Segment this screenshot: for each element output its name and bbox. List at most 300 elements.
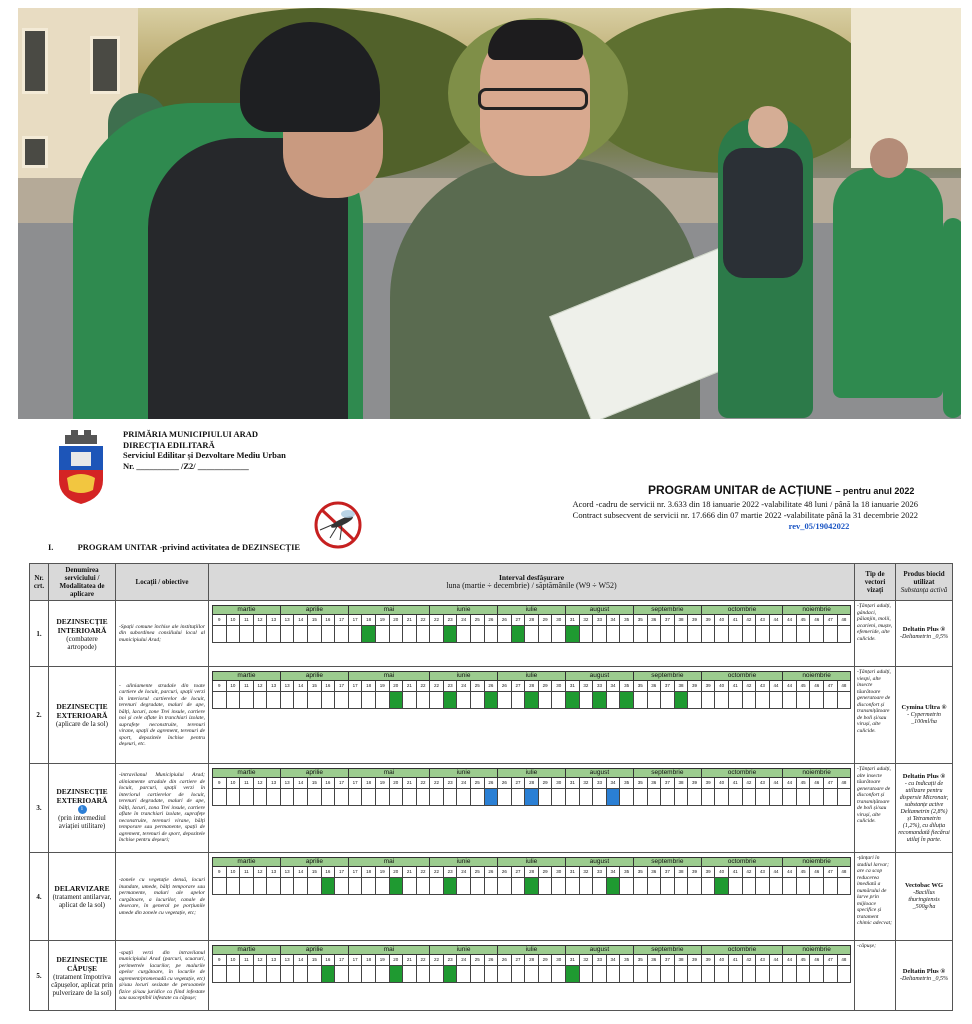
- service-cell: [49, 667, 116, 764]
- treatment-scheduled-cell: [606, 878, 620, 895]
- month-label: septembrie: [633, 945, 701, 955]
- week-number: 12: [253, 778, 267, 789]
- treatment-cell: [674, 966, 688, 983]
- treatment-cell: [334, 626, 348, 643]
- weeks-row: [212, 615, 851, 626]
- treatment-cell: [253, 692, 267, 709]
- month-label: iunie: [429, 857, 497, 867]
- treatment-cell: [728, 692, 742, 709]
- week-number: 33: [592, 867, 606, 878]
- treatment-cell: [334, 789, 348, 806]
- week-number: 25: [470, 955, 484, 966]
- week-number: 15: [307, 867, 321, 878]
- treatment-cell: [823, 966, 837, 983]
- treatment-cell: [742, 878, 756, 895]
- treatment-cell: [769, 878, 783, 895]
- treatment-cell: [647, 789, 661, 806]
- week-number: 39: [701, 867, 715, 878]
- treatment-cell: [633, 626, 647, 643]
- treatment-cell: [538, 789, 552, 806]
- registration-number: Nr. __________ /Z2/ ____________: [123, 460, 249, 471]
- week-number: 15: [307, 681, 321, 692]
- week-number: 38: [674, 867, 688, 878]
- treatment-cell: [280, 878, 294, 895]
- week-number: 44: [782, 867, 796, 878]
- week-number: 38: [674, 955, 688, 966]
- week-number: 25: [470, 778, 484, 789]
- month-label: iulie: [497, 945, 565, 955]
- treatment-cell: [375, 692, 389, 709]
- treatment-cell: [728, 966, 742, 983]
- week-number: 18: [361, 955, 375, 966]
- treatment-cell: [633, 878, 647, 895]
- month-label: august: [565, 768, 633, 778]
- treatment-cell: [674, 878, 688, 895]
- treatment-cell: [647, 966, 661, 983]
- week-number: 17: [334, 955, 348, 966]
- treatment-cell: [809, 789, 823, 806]
- revision-link[interactable]: rev_05/19042022: [788, 521, 850, 531]
- treatment-cell: [579, 789, 593, 806]
- week-number: 37: [660, 681, 674, 692]
- treatment-cell: [782, 626, 796, 643]
- week-number: 27: [511, 867, 525, 878]
- week-number: 24: [456, 681, 470, 692]
- months-header: [212, 671, 851, 681]
- week-number: 10: [226, 955, 240, 966]
- week-number: 39: [687, 778, 701, 789]
- week-number: 26: [497, 778, 511, 789]
- col-header-locations: Locații / obiective: [116, 564, 209, 601]
- week-number: 13: [266, 867, 280, 878]
- treatment-scheduled-cell: [524, 692, 538, 709]
- worker-back: [833, 168, 943, 398]
- treatment-cell: [823, 692, 837, 709]
- weeks-row: [212, 867, 851, 878]
- week-number: 9: [212, 955, 226, 966]
- treatment-cell: [321, 692, 335, 709]
- treatment-cell: [837, 626, 852, 643]
- treatment-cell: [253, 626, 267, 643]
- schedule-cell: [209, 601, 855, 667]
- institution-line: PRIMĂRIA MUNICIPIULUI ARAD: [123, 429, 259, 439]
- treatment-scheduled-cell: [565, 626, 579, 643]
- treatment-cell: [280, 789, 294, 806]
- product-cell: [896, 941, 953, 1011]
- service-mode: (tratament împotriva căpușelor, aplicat prin pulverizare de la sol): [51, 972, 113, 997]
- week-number: 17: [348, 778, 362, 789]
- week-number: 41: [728, 955, 742, 966]
- months-header: [212, 857, 851, 867]
- treatment-row: [212, 966, 851, 983]
- treatment-cell: [674, 789, 688, 806]
- treatment-scheduled-cell: [619, 692, 633, 709]
- treatment-cell: [647, 692, 661, 709]
- treatment-cell: [837, 789, 852, 806]
- locations-cell: - aliniamente stradale din toate cartiere de locuit, parcuri, spații verzi în interiorul cartierelor de locuit, terenuri degradate, maluri de ape, bălți, lacuri, zone Trei insule, cartiere noi și cele aflate în tranchiari izolate, suprafețe neconstruite, terenuri virane, spații de agrement, terenuri de sport, depozitele închise pentru deșeuri, etc.: [116, 667, 209, 764]
- week-number: 17: [334, 615, 348, 626]
- service-cell: [49, 941, 116, 1011]
- week-number: 27: [511, 681, 525, 692]
- week-number: 43: [755, 955, 769, 966]
- vectors-cell: -căpușe;: [855, 941, 896, 1011]
- week-number: 22: [416, 615, 430, 626]
- row-number: 3.: [30, 764, 49, 853]
- locations-cell: -zonele cu vegetație densă, locuri inundate, umede, bălți temporare sau permanente, maluri ale apelor curgătoare, a lacurilor, canale de desecare, în general pe porțiunile umede din zonele cu vegetație, etc;: [116, 853, 209, 941]
- week-number: 31: [565, 615, 579, 626]
- week-number: 18: [361, 867, 375, 878]
- month-label: august: [565, 605, 633, 615]
- weeks-row: [212, 778, 851, 789]
- treatment-scheduled-cell: [592, 692, 606, 709]
- schedule-cell: [209, 764, 855, 853]
- treatment-scheduled-cell: [524, 878, 538, 895]
- treatment-cell: [551, 878, 565, 895]
- week-number: 12: [253, 681, 267, 692]
- week-number: 21: [402, 955, 416, 966]
- week-number: 26: [484, 867, 498, 878]
- locations-cell: -intravilanul Municipiului Arad; aliniamente stradale din cartiere de locuit, parcuri, spații verzi în interiorul cartierelor de locuit, terenuri degradate, maluri de ape, bălți, lacuri, zona Trei insule, cartiere aflate în tranchiari izolate, suprafețe neconstruite, terenuri virane, bălți temporare sau permanente, spații de agrement, terenuri de sport, depozitele închise pentru deșeuri;: [116, 764, 209, 853]
- week-number: 35: [633, 955, 647, 966]
- treatment-cell: [443, 789, 457, 806]
- week-number: 26: [497, 615, 511, 626]
- week-number: 29: [538, 681, 552, 692]
- week-number: 34: [606, 615, 620, 626]
- week-number: 36: [647, 955, 661, 966]
- week-number: 22: [429, 681, 443, 692]
- week-number: 39: [701, 778, 715, 789]
- week-number: 17: [348, 681, 362, 692]
- month-label: septembrie: [633, 605, 701, 615]
- week-number: 39: [701, 615, 715, 626]
- week-number: 21: [402, 867, 416, 878]
- week-number: 13: [266, 955, 280, 966]
- month-label: iunie: [429, 768, 497, 778]
- vectors-cell: -Țânțari adulți, viespi, alte insecte tăurătoare generatoare de disconfort și transmițătoare de boli și/sau viruși, alte culicide.: [855, 667, 896, 764]
- treatment-cell: [809, 692, 823, 709]
- institution-header: [123, 429, 286, 471]
- service-name: DEZINSECȚIE INTERIOARĂ: [56, 616, 108, 635]
- service-mode: (aplicare de la sol): [56, 720, 108, 728]
- week-number: 42: [742, 778, 756, 789]
- treatment-cell: [226, 966, 240, 983]
- treatment-cell: [456, 789, 470, 806]
- treatment-cell: [402, 966, 416, 983]
- product-cell: [896, 853, 953, 941]
- week-number: 23: [443, 615, 457, 626]
- treatment-cell: [579, 626, 593, 643]
- treatment-scheduled-cell: [524, 789, 538, 806]
- treatment-cell: [592, 789, 606, 806]
- week-number: 35: [619, 681, 633, 692]
- treatment-cell: [253, 878, 267, 895]
- treatment-cell: [239, 626, 253, 643]
- treatment-cell: [837, 692, 852, 709]
- treatment-row: [212, 692, 851, 709]
- week-number: 24: [456, 615, 470, 626]
- week-number: 36: [647, 778, 661, 789]
- week-number: 26: [497, 955, 511, 966]
- month-label: octombrie: [701, 671, 782, 681]
- treatment-cell: [701, 966, 715, 983]
- service-name: DELARVIZARE: [54, 884, 110, 893]
- treatment-cell: [375, 789, 389, 806]
- week-number: 28: [524, 867, 538, 878]
- week-number: 41: [728, 867, 742, 878]
- treatment-cell: [755, 692, 769, 709]
- info-icon[interactable]: i: [78, 805, 87, 814]
- week-number: 10: [226, 615, 240, 626]
- treatment-cell: [266, 789, 280, 806]
- week-number: 15: [307, 778, 321, 789]
- treatment-cell: [674, 626, 688, 643]
- treatment-cell: [809, 966, 823, 983]
- week-number: 13: [280, 681, 294, 692]
- week-number: 37: [660, 867, 674, 878]
- week-number: 29: [538, 615, 552, 626]
- treatment-cell: [823, 878, 837, 895]
- treatment-cell: [239, 966, 253, 983]
- week-number: 26: [497, 867, 511, 878]
- treatment-cell: [226, 878, 240, 895]
- product-name: Cymina Ultra ®: [901, 704, 947, 711]
- week-number: 14: [293, 867, 307, 878]
- week-number: 25: [470, 681, 484, 692]
- treatment-cell: [823, 626, 837, 643]
- treatment-cell: [484, 966, 498, 983]
- month-label: martie: [212, 945, 280, 955]
- week-number: 34: [606, 867, 620, 878]
- week-number: 28: [524, 681, 538, 692]
- week-number: 31: [565, 955, 579, 966]
- week-number: 44: [782, 615, 796, 626]
- treatment-cell: [742, 692, 756, 709]
- header-photo: [18, 8, 961, 419]
- contract-info: [570, 499, 918, 532]
- week-number: 32: [579, 615, 593, 626]
- treatment-cell: [389, 789, 403, 806]
- treatment-cell: [470, 626, 484, 643]
- section-number: I.: [48, 542, 54, 552]
- product-cell: [896, 601, 953, 667]
- week-number: 17: [334, 778, 348, 789]
- week-number: 35: [633, 615, 647, 626]
- treatment-scheduled-cell: [389, 692, 403, 709]
- week-number: 35: [619, 615, 633, 626]
- treatment-cell: [266, 966, 280, 983]
- week-number: 48: [837, 615, 852, 626]
- treatment-cell: [239, 692, 253, 709]
- treatment-cell: [389, 626, 403, 643]
- treatment-cell: [497, 626, 511, 643]
- week-number: 44: [782, 955, 796, 966]
- treatment-scheduled-cell: [565, 966, 579, 983]
- week-number: 37: [660, 955, 674, 966]
- treatment-cell: [334, 878, 348, 895]
- months-header: [212, 945, 851, 955]
- treatment-cell: [592, 966, 606, 983]
- treatment-cell: [470, 878, 484, 895]
- treatment-cell: [253, 966, 267, 983]
- treatment-scheduled-cell: [361, 626, 375, 643]
- treatment-cell: [307, 966, 321, 983]
- service-name: DEZINSECȚIE EXTERIOARĂ: [56, 702, 108, 720]
- treatment-cell: [334, 966, 348, 983]
- treatment-scheduled-cell: [484, 692, 498, 709]
- treatment-cell: [402, 789, 416, 806]
- week-number: 46: [809, 867, 823, 878]
- week-number: 17: [348, 867, 362, 878]
- treatment-scheduled-cell: [674, 692, 688, 709]
- institution-line: Serviciul Edilitar și Dezvoltare Mediu Urban: [123, 450, 286, 460]
- week-number: 12: [253, 867, 267, 878]
- treatment-cell: [293, 878, 307, 895]
- treatment-cell: [429, 878, 443, 895]
- week-number: 39: [701, 681, 715, 692]
- treatment-cell: [402, 692, 416, 709]
- week-number: 39: [687, 867, 701, 878]
- schedule-cell: [209, 853, 855, 941]
- month-label: iulie: [497, 857, 565, 867]
- treatment-cell: [660, 626, 674, 643]
- treatment-cell: [212, 692, 226, 709]
- week-number: 11: [239, 681, 253, 692]
- month-label: aprilie: [280, 671, 348, 681]
- treatment-cell: [551, 966, 565, 983]
- treatment-cell: [782, 692, 796, 709]
- month-label: aprilie: [280, 768, 348, 778]
- week-number: 29: [538, 778, 552, 789]
- week-number: 14: [293, 615, 307, 626]
- treatment-cell: [714, 789, 728, 806]
- week-number: 33: [592, 615, 606, 626]
- month-label: martie: [212, 857, 280, 867]
- product-subtitle: Substanța activă: [900, 586, 948, 594]
- vectors-cell: -țânțari în stadiul larvar; are ca scop reducerea imediată a numărului de larve prin mijloace specifice și tratament chimic adecvat;: [855, 853, 896, 941]
- vectors-cell: -Țânțari adulți, gândaci, păianjin, molii, acarieni, muște, efemeride, alte culicide.: [855, 601, 896, 667]
- treatment-cell: [551, 692, 565, 709]
- row-number: 1.: [30, 601, 49, 667]
- treatment-cell: [579, 966, 593, 983]
- month-label: martie: [212, 768, 280, 778]
- treatment-cell: [796, 789, 810, 806]
- active-substance: - Cypermetrin _100ml/ha: [907, 712, 941, 725]
- week-number: 34: [606, 681, 620, 692]
- week-number: 20: [389, 615, 403, 626]
- treatment-cell: [619, 626, 633, 643]
- treatment-cell: [402, 878, 416, 895]
- week-number: 46: [809, 615, 823, 626]
- treatment-cell: [361, 789, 375, 806]
- subsequent-contract: Contract subsecvent de servicii nr. 17.666 din 07 martie 2022 -valabilitate până la 31 decembrie 2022: [572, 510, 918, 520]
- week-number: 45: [796, 778, 810, 789]
- month-label: iunie: [429, 945, 497, 955]
- treatment-cell: [538, 966, 552, 983]
- week-number: 44: [769, 867, 783, 878]
- week-number: 40: [714, 778, 728, 789]
- no-mosquito-icon: [312, 500, 368, 550]
- treatment-cell: [714, 692, 728, 709]
- program-title-text: PROGRAM UNITAR de ACȚIUNE: [648, 483, 832, 497]
- treatment-cell: [714, 966, 728, 983]
- treatment-scheduled-cell: [714, 878, 728, 895]
- treatment-cell: [809, 878, 823, 895]
- table-row: [30, 941, 953, 1011]
- treatment-cell: [266, 692, 280, 709]
- month-label: mai: [348, 605, 429, 615]
- treatment-cell: [416, 626, 430, 643]
- program-title: [648, 483, 914, 497]
- product-cell: [896, 667, 953, 764]
- treatment-cell: [212, 626, 226, 643]
- month-label: mai: [348, 671, 429, 681]
- week-number: 13: [280, 955, 294, 966]
- treatment-cell: [497, 692, 511, 709]
- week-number: 18: [361, 778, 375, 789]
- week-number: 16: [321, 615, 335, 626]
- week-number: 25: [470, 615, 484, 626]
- month-label: octombrie: [701, 945, 782, 955]
- treatment-scheduled-cell: [443, 692, 457, 709]
- treatment-scheduled-cell: [511, 626, 525, 643]
- treatment-cell: [307, 789, 321, 806]
- week-number: 31: [565, 867, 579, 878]
- week-number: 27: [511, 955, 525, 966]
- month-label: septembrie: [633, 768, 701, 778]
- week-number: 44: [769, 681, 783, 692]
- week-number: 13: [280, 867, 294, 878]
- week-number: 38: [674, 681, 688, 692]
- treatment-cell: [606, 626, 620, 643]
- week-number: 42: [742, 955, 756, 966]
- week-number: 40: [714, 681, 728, 692]
- treatment-cell: [280, 966, 294, 983]
- treatment-row: [212, 878, 851, 895]
- section-heading: [48, 542, 300, 552]
- service-cell: [49, 764, 116, 853]
- treatment-cell: [484, 626, 498, 643]
- week-number: 35: [619, 955, 633, 966]
- month-label: mai: [348, 768, 429, 778]
- treatment-cell: [701, 878, 715, 895]
- month-label: octombrie: [701, 605, 782, 615]
- treatment-cell: [348, 878, 362, 895]
- week-number: 39: [687, 615, 701, 626]
- treatment-cell: [239, 878, 253, 895]
- week-number: 26: [484, 681, 498, 692]
- week-number: 17: [334, 681, 348, 692]
- treatment-cell: [565, 878, 579, 895]
- week-number: 21: [402, 615, 416, 626]
- months-header: [212, 768, 851, 778]
- week-number: 30: [551, 778, 565, 789]
- treatment-cell: [511, 878, 525, 895]
- week-number: 9: [212, 867, 226, 878]
- treatment-cell: [212, 966, 226, 983]
- month-label: iulie: [497, 605, 565, 615]
- month-label: octombrie: [701, 768, 782, 778]
- week-number: 26: [484, 778, 498, 789]
- treatment-scheduled-cell: [321, 966, 335, 983]
- month-label: iunie: [429, 605, 497, 615]
- treatment-cell: [456, 692, 470, 709]
- week-number: 43: [755, 615, 769, 626]
- treatment-cell: [728, 789, 742, 806]
- week-number: 17: [334, 867, 348, 878]
- week-number: 17: [348, 615, 362, 626]
- treatment-cell: [742, 789, 756, 806]
- treatment-cell: [714, 626, 728, 643]
